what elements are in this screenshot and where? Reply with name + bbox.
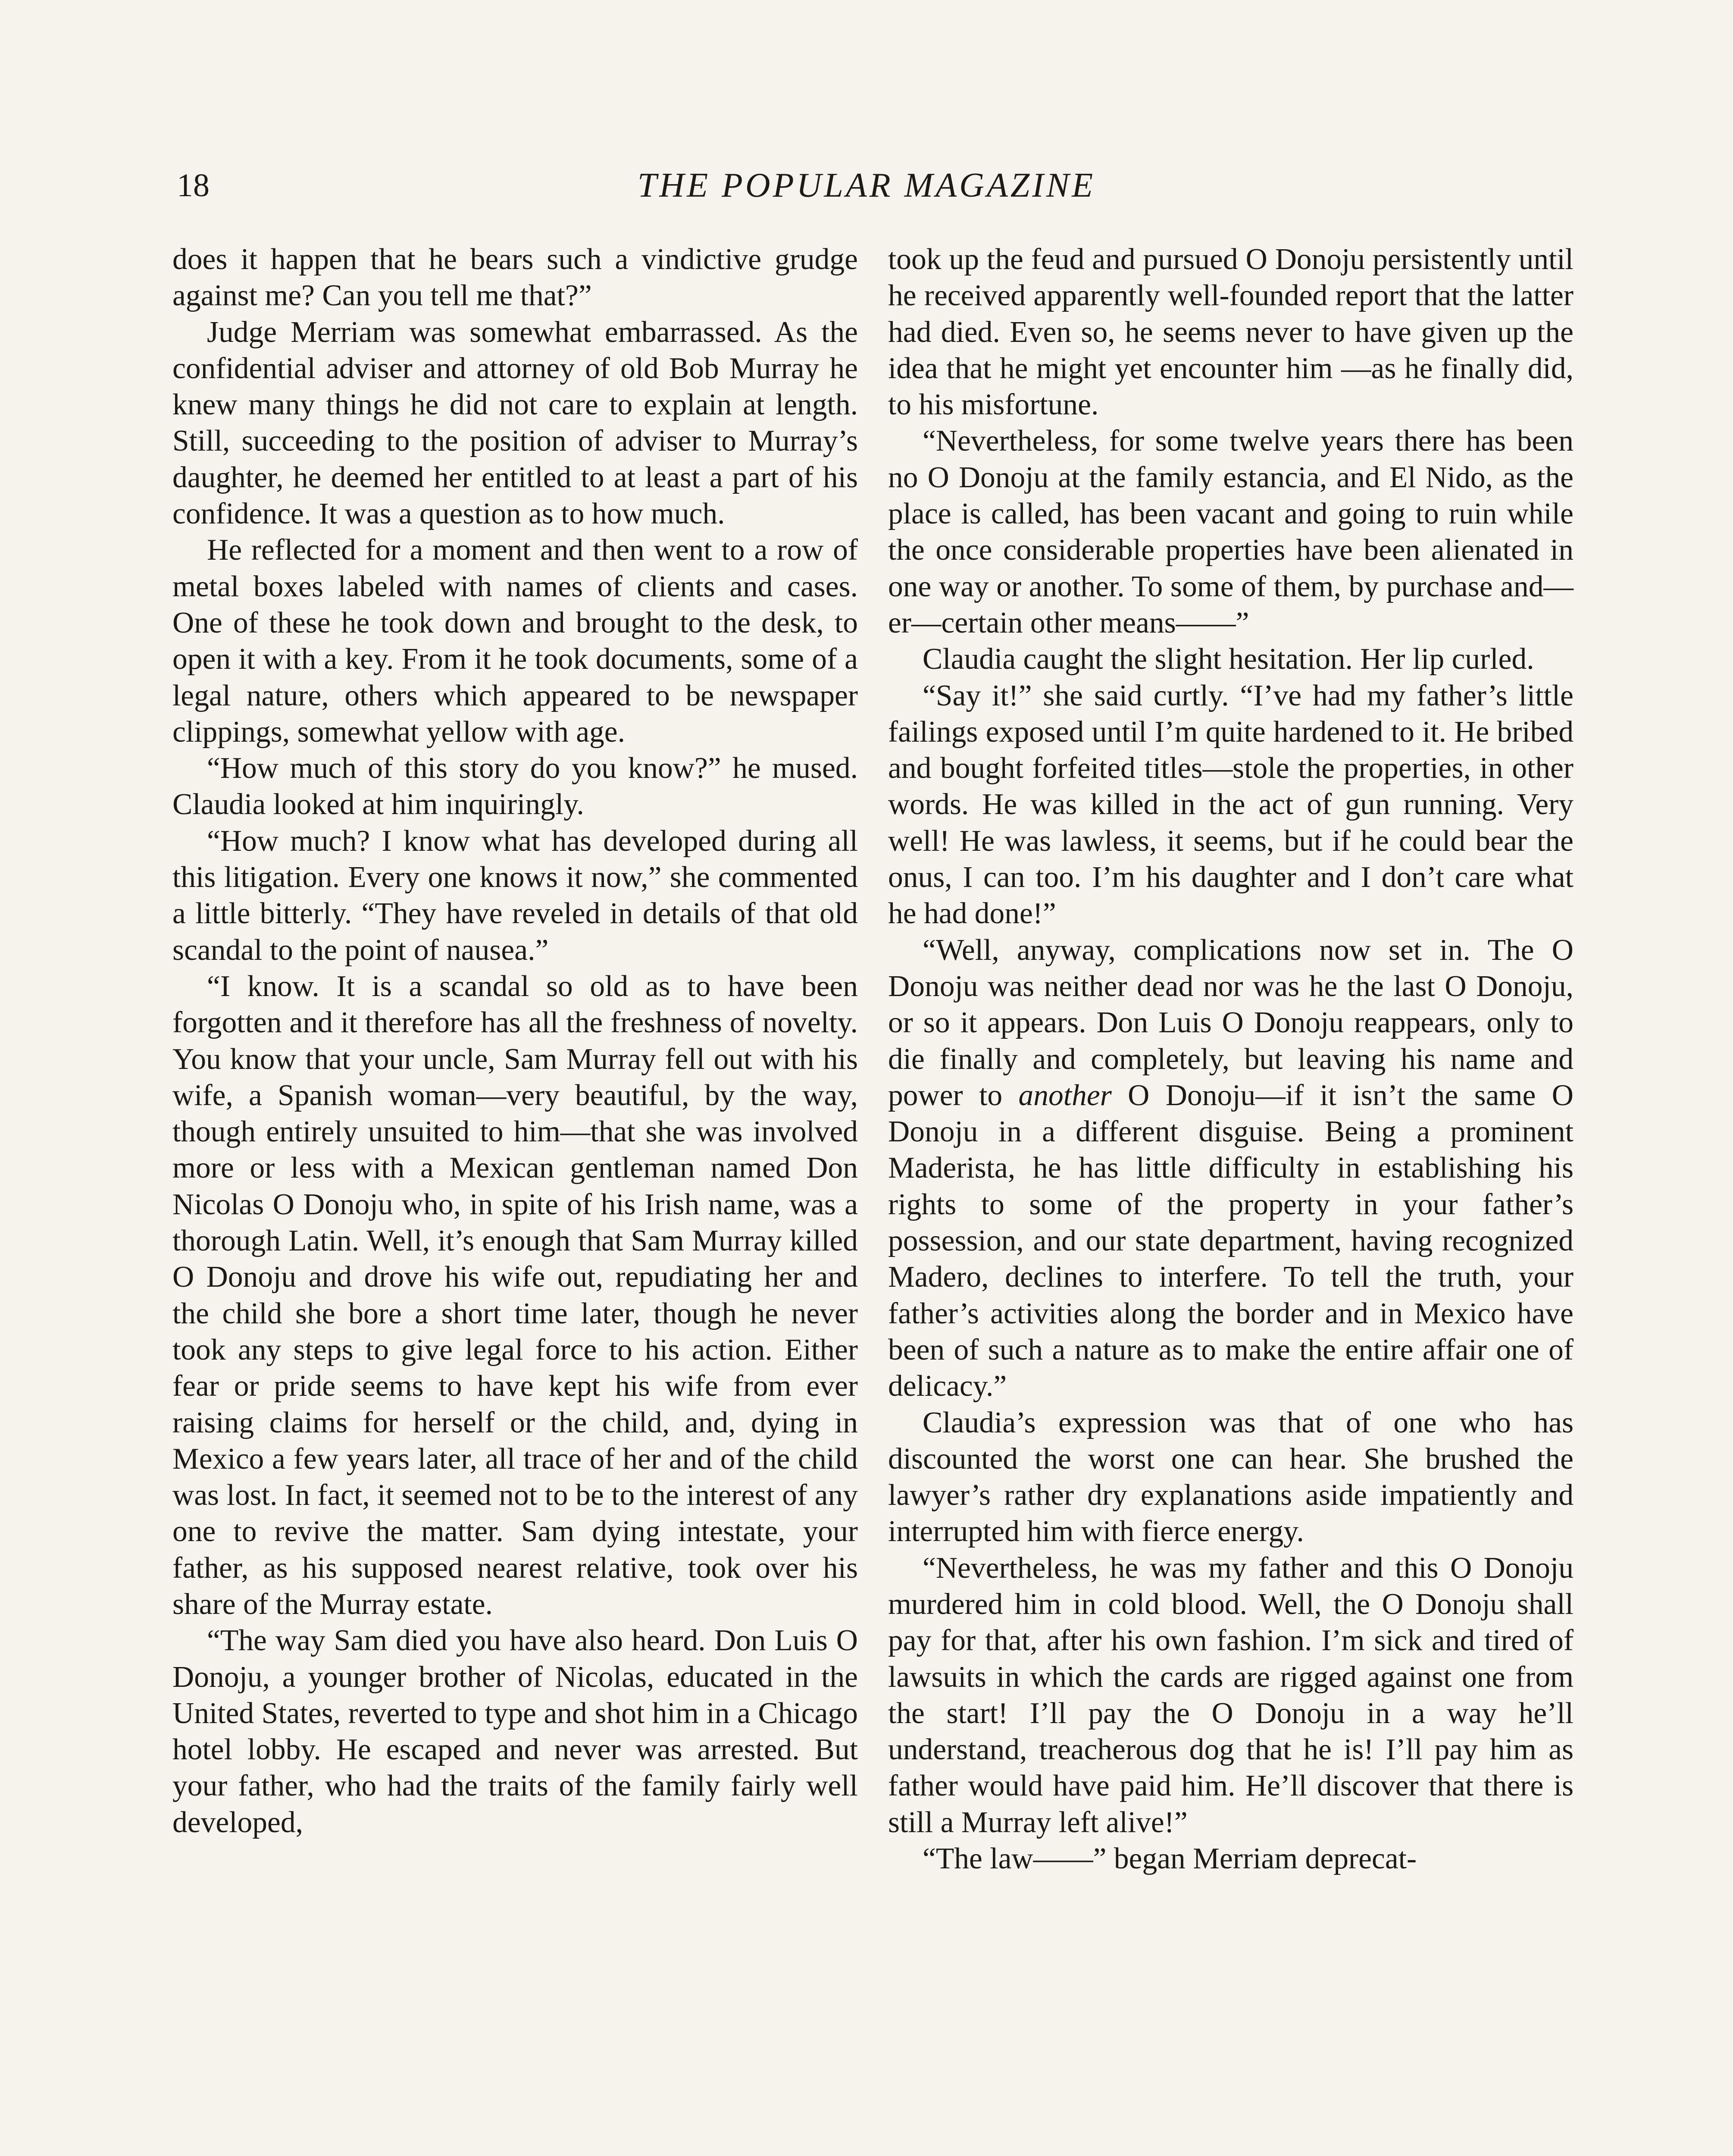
- right-column: [888, 241, 1573, 1877]
- paragraph: took up the feud and pursued O Donoju persistently until he received apparently well-founded report that the latter had died. Even so, he seems never to have given up the idea that he might yet encounter him —as he finally did, to his misfortune.: [888, 243, 1573, 422]
- paragraph: “I know. It is a scandal so old as to have been forgotten and it therefore has all the freshness of novelty. You know that your uncle, Sam Murray fell out with his wife, a Spanish woman—very beautiful, by the way, though entirely unsuited to him—that she was involved more or less with a Mexican gentleman named Don Nicolas O Donoju who, in spite of his Irish name, was a thorough Latin. Well, it’s enough that Sam Murray killed O Donoju and drove his wife out, repudiating her and the child she bore a short time later, though he never took any steps to give legal force to his action. Either fear or pride seems to have kept his wife from ever raising claims for herself or the child, and, dying in Mexico a few years later, all trace of her and of the child was lost. In fact, it seemed not to be to the interest of any one to revive the matter. Sam dying intestate, your father, as his supposed nearest relative, took over his share of the Murray estate.: [172, 969, 858, 1621]
- paragraph: Claudia’s expression was that of one who has discounted the worst one can hear. She brushed the lawyer’s rather dry explanations aside impatiently and interrupted him with fierce energy.: [888, 1406, 1573, 1548]
- text-run: “Well, anyway, complications now set in. The O Donoju was neither dead nor was he the last O Donoju, or so it appears. Don Luis O Donoju reappears, only to die finally and completely, but leaving his name and power to: [888, 933, 1573, 1112]
- page-header: [172, 162, 1561, 209]
- paragraph: “Nevertheless, he was my father and this O Donoju murdered him in cold blood. Well, the O Donoju shall pay for that, after his own fashion. I’m sick and tired of lawsuits in which the cards are rigged against one from the start! I’ll pay the O Donoju in a way he’ll understand, treacherous dog that he is! I’ll pay him as father would have paid him. He’ll discover that there is still a Murray left alive!”: [888, 1551, 1573, 1839]
- paragraph: [888, 932, 1573, 1405]
- paragraph: He reflected for a moment and then went to a row of metal boxes labeled with names of clients and cases. One of these he took down and brought to the desk, to open it with a key. From it he took documents, some of a legal nature, others which appeared to be newspaper clippings, somewhat yellow with age.: [172, 533, 858, 749]
- paragraph: “How much? I know what has developed during all this litigation. Every one knows it now,” she commented a little bitterly. “They have reveled in details of that old scandal to the point of nausea.”: [172, 824, 858, 967]
- left-column: [172, 241, 858, 1841]
- text-run: O Donoju—if it isn’t the same O Donoju in a different disguise. Being a prominent Maderista, he has little difficulty in establishing his rights to some of the property in your father’s possession, and our state department, having recognized Madero, declines to interfere. To tell the truth, your father’s activities along the border and in Mexico have been of such a nature as to make the entire affair one of delicacy.”: [888, 1078, 1574, 1403]
- paragraph: Judge Merriam was somewhat embarrassed. As the confidential adviser and attorney of old Bob Murray he knew many things he did not care to explain at length. Still, succeeding to the position of adviser to Murray’s daughter, he deemed her entitled to at least a part of his confidence. It was a question as to how much.: [172, 315, 858, 531]
- paragraph: “Nevertheless, for some twelve years there has been no O Donoju at the family estancia, and El Nido, as the place is called, has been vacant and going to ruin while the once considerable properties have been alienated in one way or another. To some of them, by purchase and—er—certain other means——”: [888, 424, 1573, 639]
- paragraph: “Say it!” she said curtly. “I’ve had my father’s little failings exposed until I’m quite hardened to it. He bribed and bought forfeited titles—stole the properties, in other words. He was killed in the act of gun running. Very well! He was lawless, it seems, but if he could bear the onus, I can too. I’m his daughter and I don’t care what he had done!”: [888, 679, 1573, 931]
- page-number: 18: [177, 167, 210, 204]
- paragraph: “The way Sam died you have also heard. Don Luis O Donoju, a younger brother of Nicolas, educated in the United States, reverted to type and shot him in a Chicago hotel lobby. He escaped and never was arrested. But your father, who had the traits of the family fairly well developed,: [172, 1624, 858, 1839]
- paragraph: Claudia caught the slight hesitation. Her lip curled.: [923, 642, 1534, 676]
- paragraph: “How much of this story do you know?” he mused. Claudia looked at him inquiringly.: [172, 752, 858, 821]
- paragraph: does it happen that he bears such a vindictive grudge against me? Can you tell me that?”: [172, 243, 858, 313]
- emphasized-word: another: [1018, 1078, 1112, 1112]
- paragraph: “The law——” began Merriam deprecat-: [923, 1842, 1417, 1876]
- running-title: THE POPULAR MAGAZINE: [637, 166, 1096, 204]
